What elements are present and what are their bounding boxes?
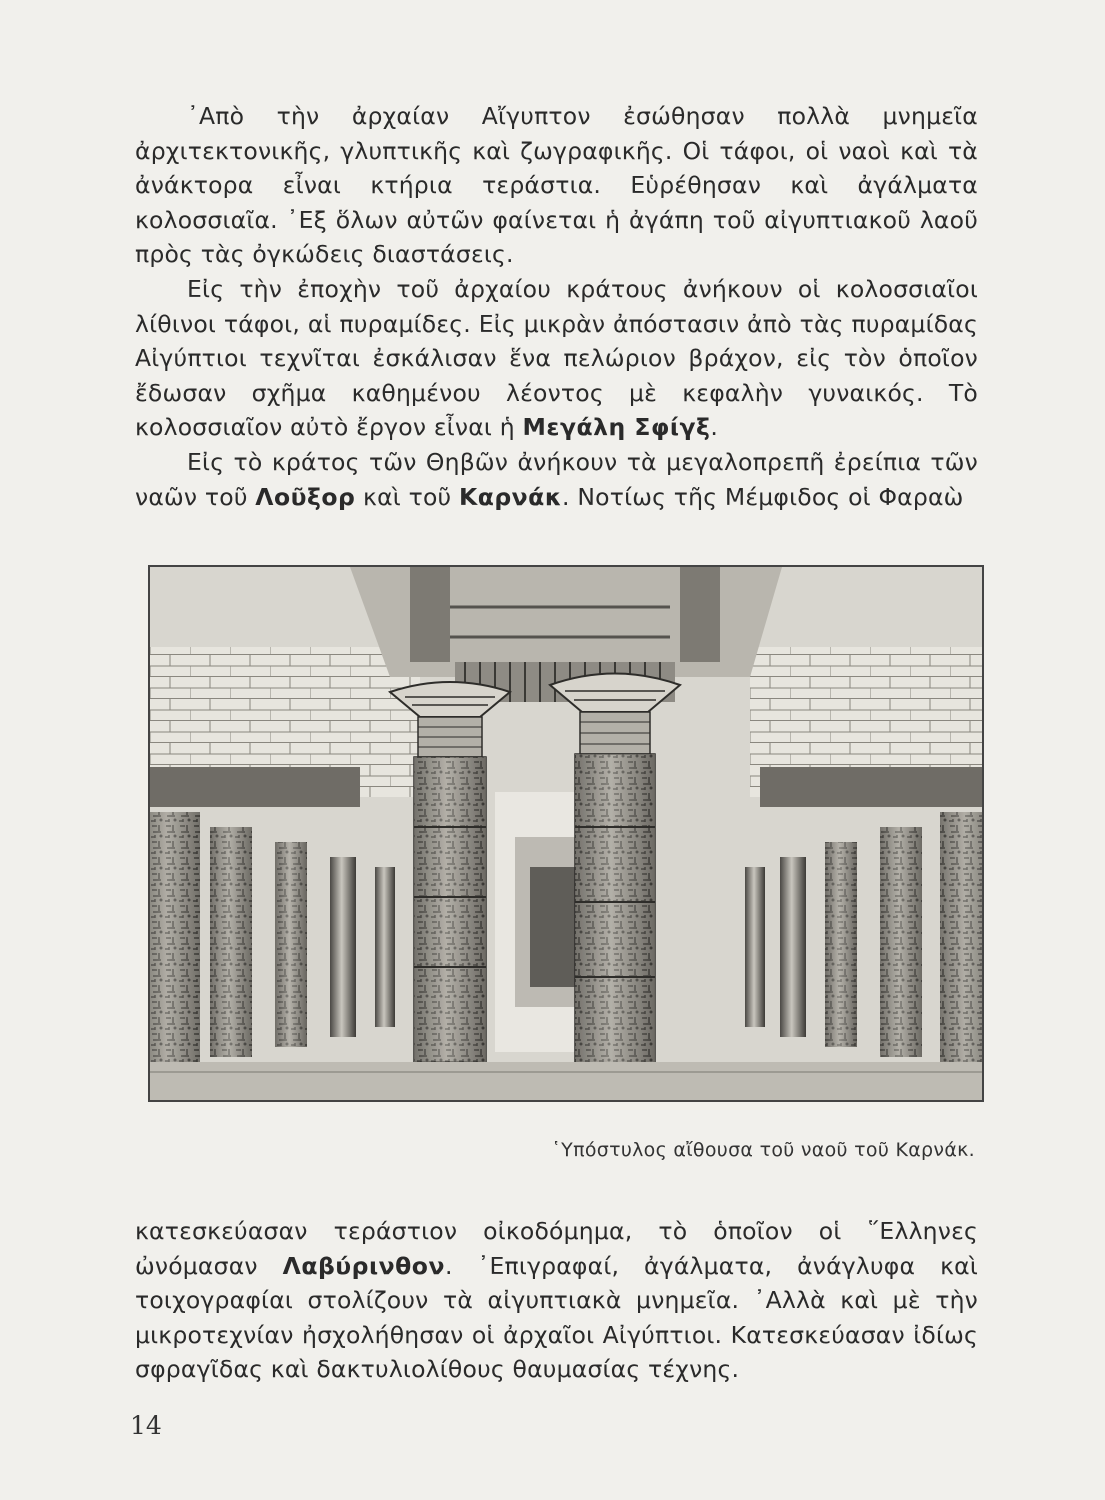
text-run: . xyxy=(710,413,719,442)
paragraph-3 xyxy=(135,445,978,514)
text-run: . Νοτίως τῆς Μέμφιδος οἱ Φαραὼ xyxy=(562,482,964,511)
paragraph-4 xyxy=(135,1214,978,1387)
bold-term-luxor: Λοῦξορ xyxy=(255,482,356,511)
bold-term-labyrinth: Λαβύρινθον xyxy=(282,1251,445,1280)
hypostyle-hall-illustration xyxy=(148,565,984,1102)
bold-term-great-sphinx: Μεγάλη Σφίγξ xyxy=(522,413,711,442)
text-run: ᾿Απὸ τὴν ἀρχαίαν Αἴγυπτον ἐσώθησαν πολλὰ μνημεῖα ἀρχιτεκτονικῆς, γλυπτικῆς καὶ ζωγραφικῆς. Οἱ τάφοι, οἱ ναοὶ καὶ τὰ ἀνάκτορα εἶναι κτήρια τεράστια. Εὑρέθησαν καὶ ἀγάλματα κολοσσιαῖα. ᾿Εξ ὅλων αὐτῶν φαίνεται ἡ ἀγάπη τοῦ αἰγυπτιακοῦ λαοῦ πρὸς τὰς ὀγκώδεις διαστάσεις. xyxy=(135,102,978,269)
text-run: Εἰς τὸ κράτος τῶν Θηβῶν ἀνήκουν τὰ μεγαλοπρεπῆ ἐρείπια τῶν ναῶν τοῦ xyxy=(135,447,978,511)
figure-caption: ῾Υπόστυλος αἴθουσα τοῦ ναοῦ τοῦ Καρνάκ. xyxy=(551,1139,975,1161)
page-number: 14 xyxy=(130,1411,162,1440)
text-run: κατεσκεύασαν τεράστιον οἰκοδόμημα, τὸ ὁποῖον οἱ ῞Ελληνες ὠνόμασαν xyxy=(135,1217,978,1280)
body-text-bottom xyxy=(135,1214,978,1387)
paragraph-2 xyxy=(135,272,978,445)
text-run: . ᾿Επιγραφαί, ἀγάλματα, ἀνάγλυφα καὶ τοιχογραφίαι στολίζουν τὰ αἰγυπτιακὰ μνημεῖα. ᾿Αλλὰ καὶ μὲ τὴν μικροτεχνίαν ἠσχολήθησαν οἱ ἀρχαῖοι Αἰγύπτιοι. Κατεσκεύασαν ἰδίως σφραγῖδας καὶ δακτυλιολίθους θαυμασίας τέχνης. xyxy=(135,1251,978,1384)
bold-term-karnak: Καρνάκ xyxy=(459,482,563,511)
text-run: Εἰς τὴν ἐποχὴν τοῦ ἀρχαίου κράτους ἀνήκουν οἱ κολοσσιαῖοι λίθινοι τάφοι, αἱ πυραμίδες. Εἰς μικρὰν ἀπόστασιν ἀπὸ τὰς πυραμίδας Αἰγύπτιοι τεχνῖται ἐσκάλισαν ἕνα πελώριον βράχον, εἰς τὸν ὁποῖον ἔδωσαν σχῆμα καθημένου λέοντος μὲ κεφαλὴν γυναικός. Τὸ κολοσσιαῖον αὐτὸ ἔργον εἶναι ἡ xyxy=(135,274,978,442)
body-text-top xyxy=(135,99,978,514)
text-run: καὶ τοῦ xyxy=(355,482,459,511)
paragraph-1 xyxy=(135,99,978,272)
